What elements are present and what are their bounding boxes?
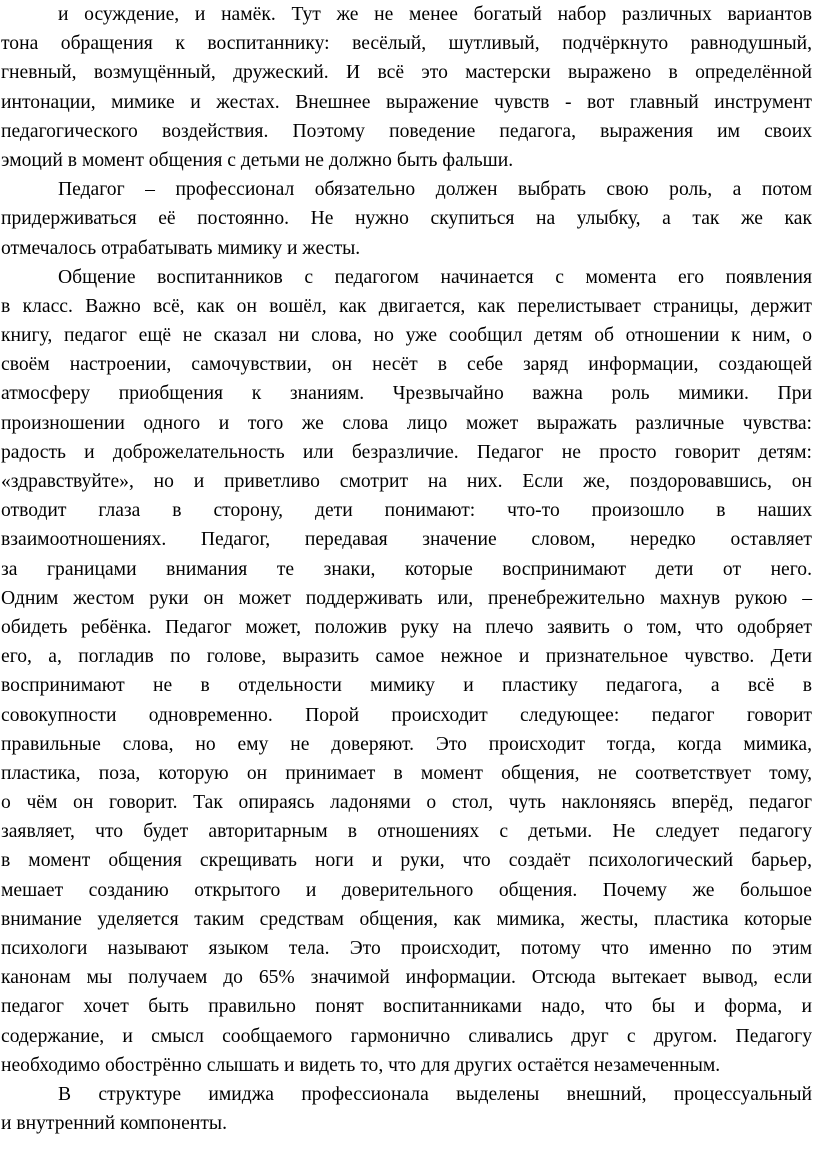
text-line: Одним жестом руки он может поддерживать или, пренебрежительно махнув рукою – bbox=[1, 587, 812, 609]
text-line: интонации, мимике и жестах. Внешнее выражение чувств - вот главный инструмент bbox=[1, 91, 812, 113]
text-line: и осуждение, и намёк. Тут же не менее богатый набор различных вариантов bbox=[58, 4, 812, 25]
text-line: необходимо обострённо слышать и видеть то, что для других остаётся незамеченным. bbox=[1, 1054, 721, 1076]
text-line: в момент общения скрещивать ноги и руки, что создаёт психологический барьер, bbox=[1, 850, 812, 872]
text-line: содержание, и смысл сообщаемого гармонично сливались друг с другом. Педагогу bbox=[1, 1025, 812, 1047]
text-line: отводит глаза в сторону, дети понимают: что-то произошло в наших bbox=[1, 500, 812, 522]
text-line: его, а, погладив по голове, выразить самое нежное и признательное чувство. Дети bbox=[1, 646, 812, 668]
text-line: пластика, поза, которую он принимает в момент общения, не соответствует тому, bbox=[1, 762, 812, 784]
text-line: Педагог – профессионал обязательно должен выбрать свою роль, а потом bbox=[58, 179, 812, 201]
text-line: Общение воспитанников с педагогом начинается с момента его появления bbox=[58, 266, 812, 288]
text-line: обидеть ребёнка. Педагог может, положив руку на плечо заявить о том, что одобряет bbox=[1, 616, 812, 638]
text-line: психологи называют языком тела. Это происходит, потому что именно по этим bbox=[1, 938, 812, 959]
text-line: взаимоотношениях. Педагог, передавая значение словом, нередко оставляет bbox=[1, 529, 812, 551]
text-line: «здравствуйте», но и приветливо смотрит на них. Если же, поздоровавшись, он bbox=[1, 471, 812, 492]
text-line: радость и доброжелательность или безразличие. Педагог не просто говорит детям: bbox=[1, 441, 812, 463]
text-line: правильные слова, но ему не доверяют. Это происходит тогда, когда мимика, bbox=[1, 733, 812, 755]
text-line: В структуре имиджа профессионала выделены внешний, процессуальный bbox=[58, 1083, 812, 1105]
text-line: книгу, педагог ещё не сказал ни слова, но уже сообщил детям об отношении к ним, о bbox=[1, 325, 812, 347]
text-line: педагогического воздействия. Поэтому поведение педагога, выражения им своих bbox=[1, 120, 812, 142]
text-line: атмосферу приобщения к знаниям. Чрезвычайно важна роль мимики. При bbox=[1, 383, 812, 405]
text-line: канонам мы получаем до 65% значимой информации. Отсюда вытекает вывод, если bbox=[1, 967, 812, 989]
paragraph bbox=[1, 1080, 812, 1138]
text-line: педагог хочет быть правильно понят воспитанниками надо, что бы и форма, и bbox=[1, 996, 812, 1018]
text-line: воспринимают не в отдельности мимику и пластику педагога, а всё в bbox=[1, 675, 812, 697]
text-line: тона обращения к воспитаннику: весёлый, шутливый, подчёркнуто равнодушный, bbox=[1, 33, 812, 55]
text-line: мешает созданию открытого и доверительного общения. Почему же большое bbox=[1, 879, 812, 901]
text-line: за границами внимания те знаки, которые воспринимают дети от него. bbox=[1, 558, 812, 580]
paragraph bbox=[1, 0, 812, 175]
text-line: внимание уделяется таким средствам общения, как мимика, жесты, пластика которые bbox=[1, 908, 812, 930]
text-line: и внутренний компоненты. bbox=[1, 1113, 227, 1135]
text-line: придерживаться её постоянно. Не нужно скупиться на улыбку, а так же как bbox=[1, 208, 812, 230]
document-body bbox=[1, 0, 812, 1138]
text-line: отмечалось отрабатывать мимику и жесты. bbox=[1, 237, 361, 259]
text-line: совокупности одновременно. Порой происходит следующее: педагог говорит bbox=[1, 704, 812, 726]
paragraph bbox=[1, 263, 812, 1080]
text-line: своём настроении, самочувствии, он несёт в себе заряд информации, создающей bbox=[1, 354, 812, 376]
text-line: заявляет, что будет авторитарным в отношениях с детьми. Не следует педагогу bbox=[1, 821, 812, 843]
text-line: в класс. Важно всё, как он вошёл, как двигается, как перелистывает страницы, держит bbox=[1, 295, 812, 317]
text-line: эмоций в момент общения с детьми не должно быть фальши. bbox=[1, 149, 514, 171]
paragraph bbox=[1, 175, 812, 263]
text-line: о чём он говорит. Так опираясь ладонями о стол, чуть наклоняясь вперёд, педагог bbox=[1, 792, 812, 814]
text-line: гневный, возмущённый, дружеский. И всё это мастерски выражено в определённой bbox=[1, 62, 812, 84]
text-line: произношении одного и того же слова лицо может выражать различные чувства: bbox=[1, 412, 812, 434]
